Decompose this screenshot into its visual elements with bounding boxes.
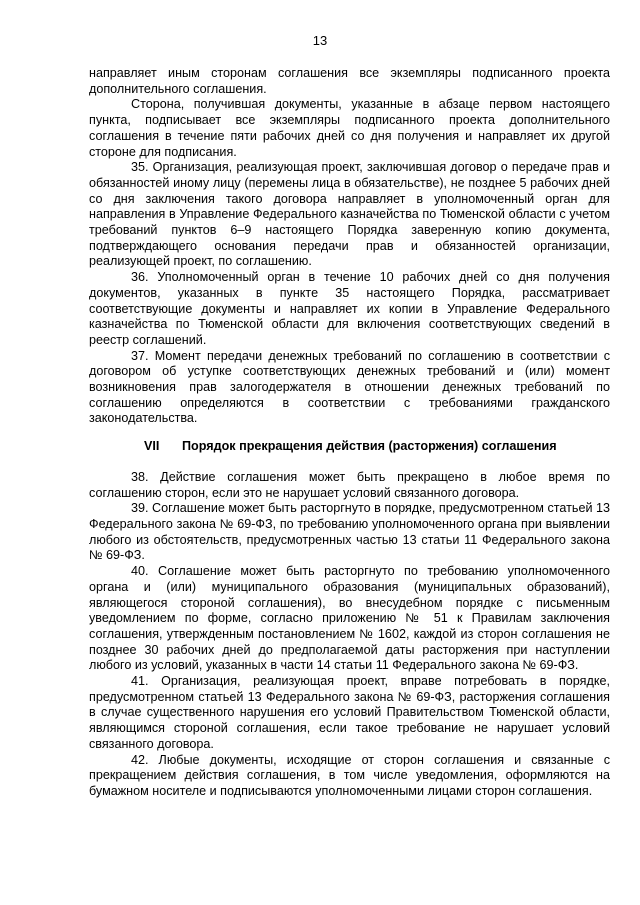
section-number: VII — [144, 439, 160, 454]
paragraph: Сторона, получившая документы, указанные в абзаце первом настоящего пункта, подписывает все экземпляры подписанного проекта дополнительного соглашения в течение пяти рабочих дней со дня получения и направляет их другой стороне для подписания. — [89, 97, 610, 159]
section-heading — [89, 439, 610, 455]
paragraph: 40. Соглашение может быть расторгнуто по требованию уполномоченного органа и (или) муниципального образования (муниципальных образований), являющегося стороной соглашения), во внесудебном порядке с письменным уведомлением по форме, согласно приложению № 51 к Правилам заключения соглашения, утвержденным постановлением № 1602, каждой из сторон соглашения не позднее 30 рабочих дней до предполагаемой даты расторжения при наступлении любого из условий, указанных в части 14 статьи 11 Федерального закона № 69-ФЗ. — [89, 564, 610, 673]
paragraph: 41. Организация, реализующая проект, вправе потребовать в порядке, предусмотренном статьей 13 Федерального закона № 69-ФЗ, расторжения соглашения в случае существенного нарушения его условий Правительством Тюменской области, являющимся стороной соглашения, если такое требование не нарушает условий связанного договора. — [89, 674, 610, 751]
paragraph: 42. Любые документы, исходящие от сторон соглашения и связанные с прекращением действия соглашения, в том числе уведомления, оформляются на бумажном носителе и подписываются уполномоченными лицами сторон соглашения. — [89, 752, 610, 798]
paragraphs-bottom — [89, 470, 610, 800]
section-title: Порядок прекращения действия (расторжения) соглашения — [182, 439, 557, 454]
paragraph: направляет иным сторонам соглашения все экземпляры подписанного проекта дополнительного соглашения. — [89, 66, 610, 96]
paragraph: 39. Соглашение может быть расторгнуто в порядке, предусмотренном статьей 13 Федерального закона № 69-ФЗ, по требованию уполномоченного органа при выявлении любого из обстоятельств, предусмотренных частью 13 статьи 11 Федерального закона № 69-ФЗ. — [89, 501, 610, 563]
document-body — [89, 66, 610, 800]
paragraph: 37. Момент передачи денежных требований по соглашению в соответствии с договором об уступке соответствующих денежных требований и (или) момент возникновения прав залогодержателя в отношении денежных требований по соглашению определяются в соответствии с требованиями гражданского законодательства. — [89, 348, 610, 426]
paragraph: 36. Уполномоченный орган в течение 10 рабочих дней со дня получения документов, указанных в пункте 35 настоящего Порядка, рассматривает соответствующие документы и направляет их копии в Управление Федерального казначейства по Тюменской области для включения соответствующих сведений в реестр соглашений. — [89, 270, 610, 347]
page-number: 13 — [312, 33, 328, 48]
paragraph: 38. Действие соглашения может быть прекращено в любое время по соглашению сторон, если это не нарушает условий связанного договора. — [89, 469, 610, 500]
paragraphs-top — [89, 66, 610, 427]
paragraph: 35. Организация, реализующая проект, заключившая договор о передаче прав и обязанностей иному лицу (перемены лица в обязательстве), не позднее 5 рабочих дней со дня заключения такого договора направляет в уполномоченный орган для направления в Управление Федерального казначейства по Тюменской области с учетом требований пунктов 6–9 настоящего Порядка заверенную копию документа, подтверждающего основания передачи прав и обязанностей организации, реализующей проект, по соглашению. — [89, 160, 610, 269]
